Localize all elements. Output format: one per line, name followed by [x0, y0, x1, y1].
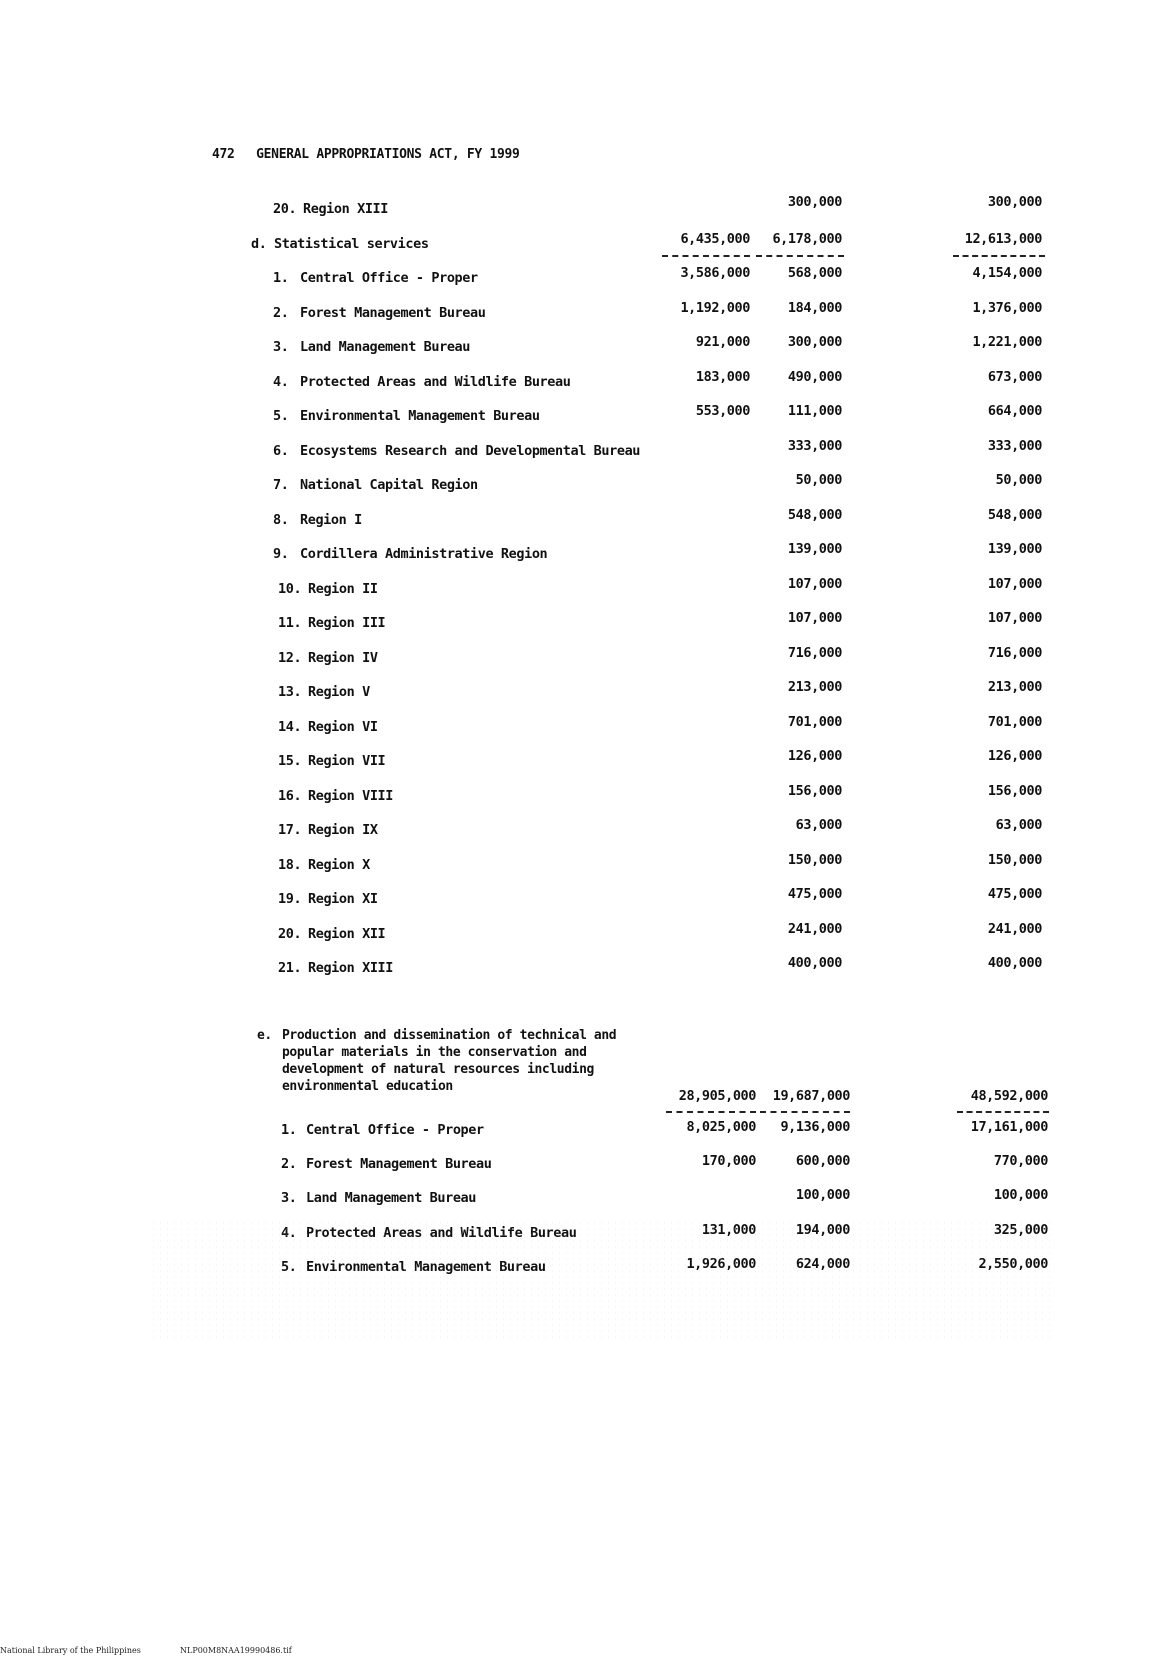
value-cell: 490,000	[787, 368, 842, 385]
item-number: 20.	[278, 925, 302, 942]
value-cell: 213,000	[787, 679, 842, 695]
value-cell: 300,000	[787, 194, 842, 210]
item-number: 17.	[278, 822, 302, 838]
value-cell: 475,000	[987, 886, 1042, 902]
value-cell: 184,000	[787, 299, 842, 316]
value-cell: 156,000	[787, 782, 842, 799]
item-number: 20.	[273, 201, 297, 217]
value-cell: 1,926,000	[686, 1255, 756, 1272]
footer-library: National Library of the Philippines	[0, 1646, 141, 1655]
value-cell: 3,586,000	[680, 265, 750, 281]
item-label: Region I	[300, 511, 362, 528]
value-cell: 139,000	[987, 541, 1042, 557]
item-number: 2.	[281, 1156, 297, 1173]
item-label: Protected Areas and Wildlife Bureau	[300, 373, 571, 390]
value-cell: 624,000	[795, 1255, 850, 1272]
table-row	[0, 575, 1160, 601]
item-number: 5.	[281, 1258, 297, 1275]
footer-filename: NLP00M8NAA19990486.tif	[180, 1646, 292, 1655]
value-cell: 716,000	[987, 644, 1042, 661]
subtotal-rule	[666, 1111, 756, 1113]
value-cell: 300,000	[787, 334, 842, 350]
table-row	[0, 437, 1160, 463]
value-cell: 126,000	[987, 748, 1042, 764]
value-cell: 183,000	[695, 368, 750, 385]
value-cell: 568,000	[787, 265, 842, 281]
item-number: 1.	[281, 1122, 297, 1138]
value-cell: 107,000	[787, 610, 842, 626]
value-cell: 28,905,000	[678, 1088, 756, 1104]
value-cell: 63,000	[995, 817, 1042, 833]
value-cell: 6,178,000	[772, 231, 842, 247]
value-cell: 1,192,000	[680, 299, 750, 316]
scan-noise	[150, 1220, 1050, 1340]
value-cell: 664,000	[987, 403, 1042, 419]
table-row	[0, 1153, 1160, 1176]
table-row	[0, 334, 1160, 359]
table-row	[0, 782, 1160, 808]
table-row	[0, 920, 1160, 946]
item-label: Forest Management Bureau	[306, 1156, 492, 1173]
document-title: GENERAL APPROPRIATIONS ACT, FY 1999	[256, 147, 520, 162]
value-cell: 600,000	[795, 1153, 850, 1170]
value-cell: 548,000	[787, 506, 842, 523]
item-label: Forest Management Bureau	[300, 304, 486, 321]
value-cell: 716,000	[787, 644, 842, 661]
item-label: Region XII	[308, 925, 386, 942]
item-label: Region XI	[308, 891, 378, 907]
value-cell: 553,000	[695, 403, 750, 419]
item-number: 10.	[278, 580, 302, 597]
item-label: Environmental Management Bureau	[300, 408, 540, 424]
table-row	[0, 644, 1160, 670]
table-row	[0, 265, 1160, 290]
section-title-line: popular materials in the conservation and	[282, 1045, 587, 1060]
value-cell: 241,000	[787, 920, 842, 937]
value-cell: 213,000	[987, 679, 1042, 695]
item-label: Region X	[308, 856, 370, 873]
value-cell: 126,000	[787, 748, 842, 764]
item-number: 5.	[273, 408, 289, 424]
value-cell: 6,435,000	[680, 231, 750, 247]
page-header	[212, 147, 520, 162]
value-cell: 156,000	[987, 782, 1042, 799]
table-row	[0, 679, 1160, 704]
value-cell: 50,000	[995, 472, 1042, 488]
value-cell: 701,000	[787, 713, 842, 730]
value-cell: 9,136,000	[780, 1119, 850, 1135]
section-total-row	[0, 1088, 1160, 1108]
table-row	[0, 299, 1160, 325]
table-row	[0, 368, 1160, 394]
value-cell: 12,613,000	[964, 231, 1042, 247]
section-total-row	[0, 231, 1160, 251]
table-row	[0, 955, 1160, 980]
table-row	[0, 1187, 1160, 1210]
item-number: 15.	[278, 753, 302, 769]
value-cell: 131,000	[701, 1221, 756, 1238]
item-number: 8.	[273, 511, 289, 528]
item-label: Region VIII	[308, 787, 394, 804]
value-cell: 400,000	[787, 955, 842, 971]
item-label: Region V	[308, 684, 370, 700]
value-cell: 63,000	[795, 817, 842, 833]
section-letter: d.	[251, 236, 267, 252]
item-number: 11.	[278, 615, 302, 631]
subtotal-rule	[662, 255, 750, 257]
value-cell: 150,000	[987, 851, 1042, 868]
subtotal-rule	[953, 255, 1045, 257]
table-row	[0, 817, 1160, 842]
value-cell: 300,000	[987, 194, 1042, 210]
section-title: Statistical services	[274, 236, 429, 252]
value-cell: 4,154,000	[972, 265, 1042, 281]
item-number: 16.	[278, 787, 302, 804]
item-label: National Capital Region	[300, 477, 478, 493]
value-cell: 100,000	[795, 1187, 850, 1204]
item-label: Region XIII	[303, 201, 389, 217]
value-cell: 333,000	[987, 437, 1042, 454]
item-label: Region VII	[308, 753, 386, 769]
value-cell: 170,000	[701, 1153, 756, 1170]
item-number: 9.	[273, 546, 289, 562]
item-label: Region IV	[308, 649, 378, 666]
item-number: 4.	[281, 1224, 297, 1241]
section-title-line: development of natural resources including	[282, 1062, 594, 1077]
item-label: Central Office - Proper	[306, 1122, 484, 1138]
value-cell: 107,000	[987, 575, 1042, 592]
table-row	[0, 713, 1160, 739]
page-number: 472	[212, 147, 235, 162]
item-number: 1.	[273, 270, 289, 286]
value-cell: 48,592,000	[970, 1088, 1048, 1104]
table-row	[0, 403, 1160, 428]
value-cell: 19,687,000	[772, 1088, 850, 1104]
item-label: Cordillera Administrative Region	[300, 546, 548, 562]
item-number: 7.	[273, 477, 289, 493]
item-label: Ecosystems Research and Developmental Bureau	[300, 442, 641, 459]
value-cell: 325,000	[993, 1221, 1048, 1238]
item-label: Environmental Management Bureau	[306, 1258, 546, 1275]
table-row	[0, 541, 1160, 566]
table-row	[0, 886, 1160, 911]
item-number: 3.	[281, 1190, 297, 1207]
value-cell: 8,025,000	[686, 1119, 756, 1135]
value-cell: 475,000	[787, 886, 842, 902]
item-number: 2.	[273, 304, 289, 321]
item-number: 13.	[278, 684, 302, 700]
value-cell: 50,000	[795, 472, 842, 488]
section-letter: e.	[257, 1028, 272, 1043]
value-cell: 111,000	[787, 403, 842, 419]
value-cell: 673,000	[987, 368, 1042, 385]
value-cell: 107,000	[787, 575, 842, 592]
subtotal-rule	[957, 1111, 1049, 1113]
table-row-values	[0, 194, 1160, 214]
item-label: Region III	[308, 615, 386, 631]
item-number: 21.	[278, 960, 302, 976]
value-cell: 139,000	[787, 541, 842, 557]
value-cell: 150,000	[787, 851, 842, 868]
table-row	[0, 1119, 1160, 1142]
value-cell: 770,000	[993, 1153, 1048, 1170]
item-label: Region XIII	[308, 960, 394, 976]
value-cell: 1,376,000	[972, 299, 1042, 316]
table-row	[0, 748, 1160, 773]
subtotal-rule	[756, 255, 844, 257]
value-cell: 241,000	[987, 920, 1042, 937]
table-row	[0, 472, 1160, 497]
value-cell: 107,000	[987, 610, 1042, 626]
value-cell: 400,000	[987, 955, 1042, 971]
value-cell: 548,000	[987, 506, 1042, 523]
value-cell: 2,550,000	[978, 1255, 1048, 1272]
item-number: 4.	[273, 373, 289, 390]
value-cell: 921,000	[695, 334, 750, 350]
value-cell: 1,221,000	[972, 334, 1042, 350]
table-row	[0, 506, 1160, 532]
item-label: Land Management Bureau	[300, 339, 471, 355]
table-row	[0, 851, 1160, 877]
item-number: 3.	[273, 339, 289, 355]
item-number: 19.	[278, 891, 302, 907]
item-label: Land Management Bureau	[306, 1190, 477, 1207]
value-cell: 701,000	[987, 713, 1042, 730]
value-cell: 333,000	[787, 437, 842, 454]
value-cell: 17,161,000	[970, 1119, 1048, 1135]
item-number: 12.	[278, 649, 302, 666]
item-label: Region VI	[308, 718, 378, 735]
section-title-line: environmental education	[282, 1079, 453, 1094]
table-row	[0, 610, 1160, 635]
value-cell: 100,000	[993, 1187, 1048, 1204]
section-title-line: Production and dissemination of technical and	[282, 1028, 617, 1043]
item-label: Central Office - Proper	[300, 270, 478, 286]
item-number: 18.	[278, 856, 302, 873]
item-label: Protected Areas and Wildlife Bureau	[306, 1224, 577, 1241]
item-label: Region IX	[308, 822, 378, 838]
item-number: 14.	[278, 718, 302, 735]
item-label: Region II	[308, 580, 378, 597]
item-number: 6.	[273, 442, 289, 459]
subtotal-rule	[760, 1111, 850, 1113]
section-heading-multiline	[257, 1027, 616, 1095]
value-cell: 194,000	[795, 1221, 850, 1238]
